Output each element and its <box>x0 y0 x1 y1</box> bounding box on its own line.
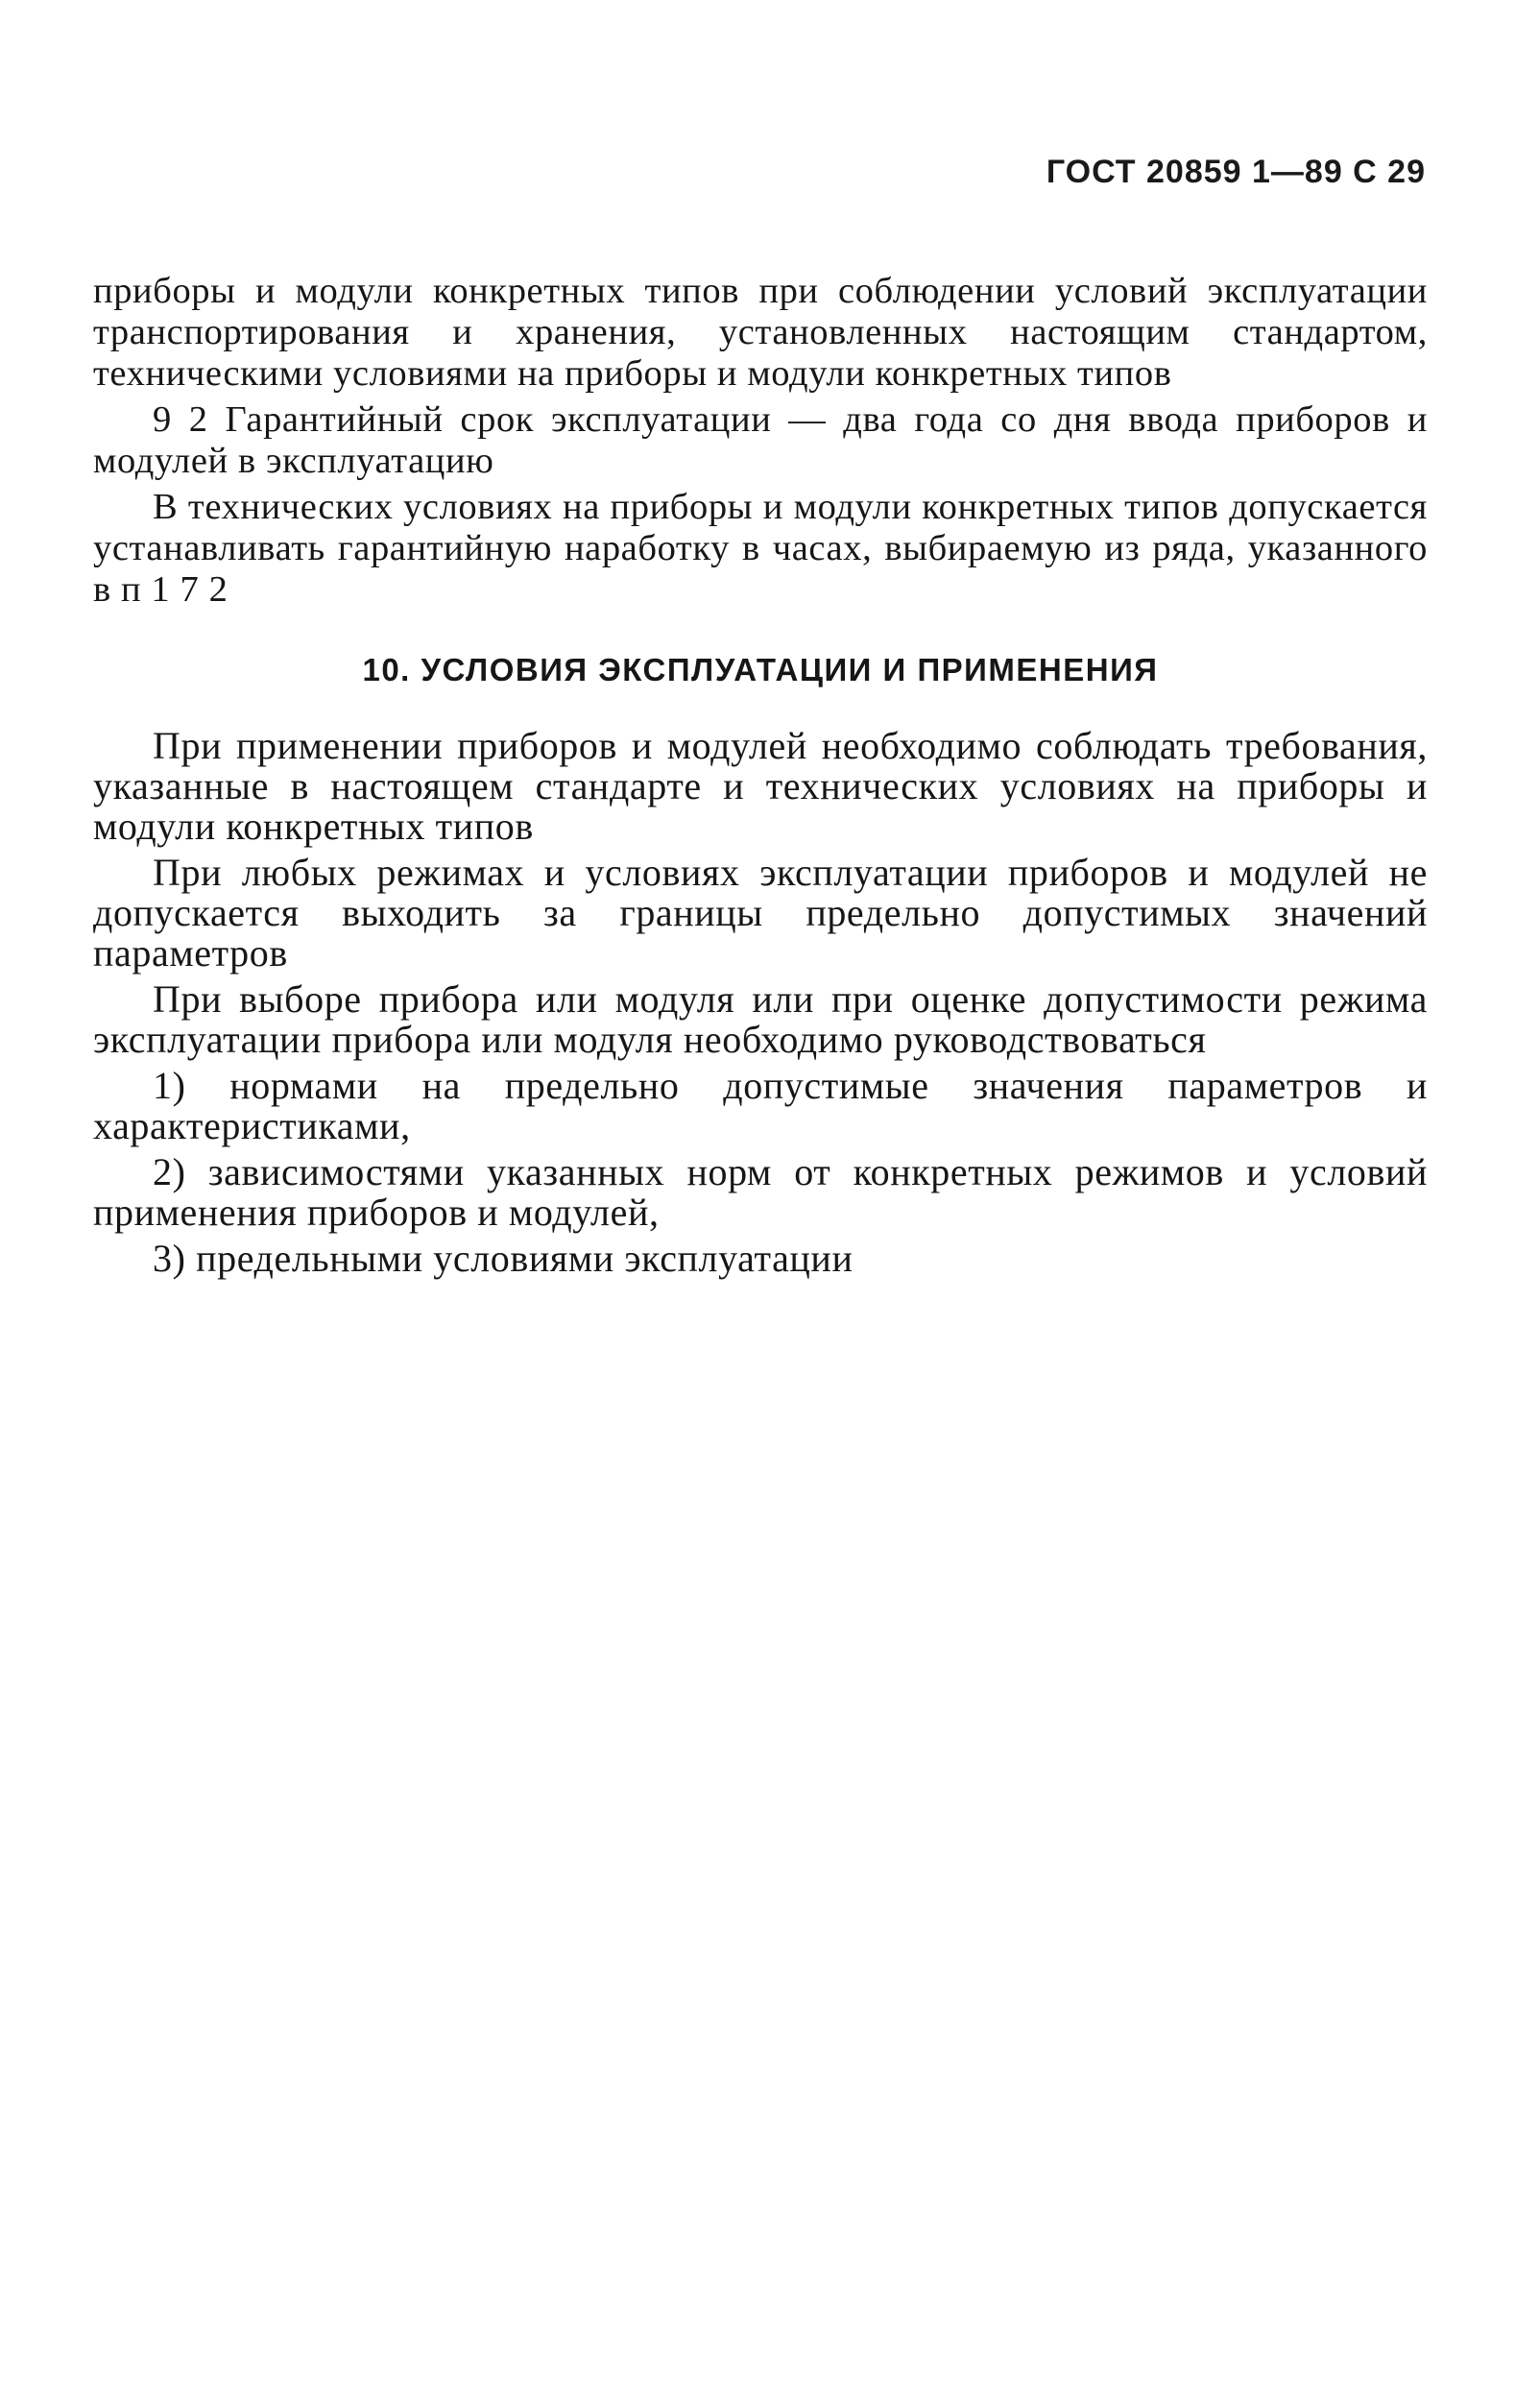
requirements-paragraph: При применении приборов и модулей необходимо соблюдать требования, указанные в настоящем стандарте и технических условиях на приборы и модули конкретных типов <box>93 724 1428 848</box>
continuation-paragraph: приборы и модули конкретных типов при соблюдении условий эксплуатации транспортирования и хранения, установленных настоящим стандартом, техническими условиями на приборы и модули конкретных типов <box>93 271 1428 394</box>
warranty-paragraph: 9 2 Гарантийный срок эксплуатации — два года со дня ввода приборов и модулей в эксплуатацию <box>93 399 1428 481</box>
list-item: 1) нормами на предельно допустимые значения параметров и характеристиками, <box>93 1064 1428 1147</box>
warranty-hours-paragraph: В технических условиях на приборы и модули конкретных типов допускается устанавливать гарантийную наработку в часах, выбираемую из ряда, указанного в п 1 7 2 <box>93 487 1428 610</box>
section-10-body <box>93 726 1428 1279</box>
document-body <box>93 271 1428 1279</box>
list-item: 3) предельными условиями эксплуатации <box>153 1237 854 1280</box>
page-header: ГОСТ 20859 1—89 С 29 <box>1046 154 1426 190</box>
list-item: 2) зависимостями указанных норм от конкретных режимов и условий применения приборов и модулей, <box>93 1150 1428 1234</box>
selection-paragraph: При выборе прибора или модуля или при оценке допустимости режима эксплуатации прибора или модуля необходимо руководствоваться <box>93 977 1428 1061</box>
section-heading: 10. УСЛОВИЯ ЭКСПЛУАТАЦИИ И ПРИМЕНЕНИЯ <box>362 652 1159 687</box>
limits-paragraph: При любых режимах и условиях эксплуатации приборов и модулей не допускается выходить за границы предельно допустимых значений параметров <box>93 851 1428 975</box>
